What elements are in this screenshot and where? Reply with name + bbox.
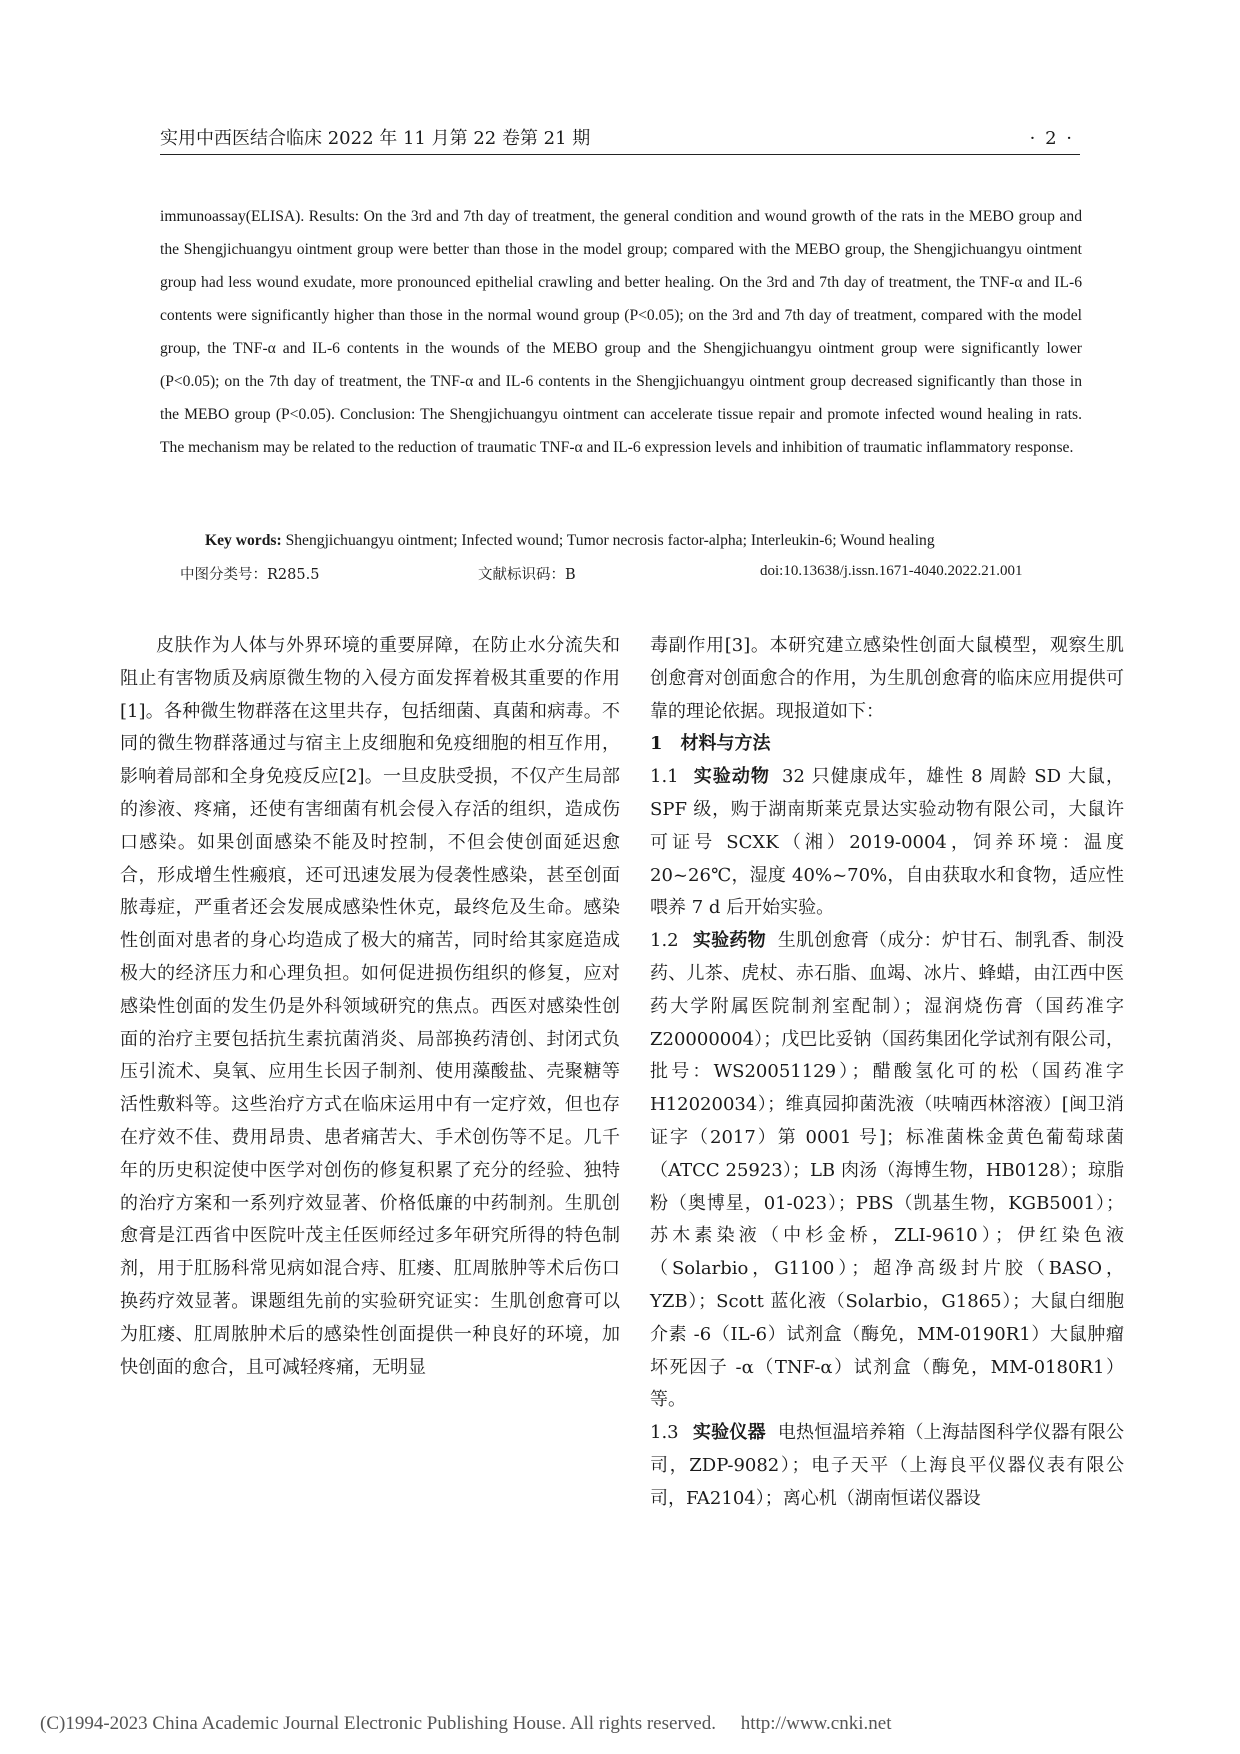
subsection-text: 32 只健康成年，雄性 8 周龄 SD 大鼠，SPF 级，购于湖南斯莱克景达实验动物有限公司，大鼠许可证号 SCXK（湘）2019-0004，饲养环境：温度 20~26℃，湿度 40%~70%，自由获取水和食物，适应性喂养 7 d 后开始实验。 — [650, 766, 1124, 919]
subsection-1-2 — [650, 925, 1124, 1417]
right-column — [650, 630, 1124, 1516]
subsection-1-1 — [650, 761, 1124, 925]
keywords-text: Shengjichuangyu ointment; Infected wound; Tumor necrosis factor-alpha; Interleukin-6; Wound healing — [285, 532, 935, 549]
clc-number: 中图分类号：R285.5 — [180, 567, 320, 583]
subsection-title: 实验动物 — [692, 766, 771, 788]
abstract-text: immunoassay(ELISA). Results: On the 3rd and 7th day of treatment, the general condition and wound growth of the rats in the MEBO group and the Shengjichuangyu ointment group were better than those in the model group; compared with the MEBO group, the Shengjichuangyu ointment group had less wound exudate, more pronounced epithelial crawling and better healing. On the 3rd and 7th day of treatment, the TNF-α and IL-6 contents were significantly higher than those in the normal wound group (P<0.05); on the 3rd and 7th day of treatment, compared with the model group, the TNF-α and IL-6 contents in the wounds of the MEBO group and the Shengjichuangyu ointment group were significantly lower (P<0.05); on the 7th day of treatment, the TNF-α and IL-6 contents in the Shengjichuangyu ointment group decreased significantly than those in the MEBO group (P<0.05). Conclusion: The Shengjichuangyu ointment can accelerate tissue repair and promote infected wound healing in rats. The mechanism may be related to the reduction of traumatic TNF-α and IL-6 expression levels and inhibition of traumatic inflammatory response. — [160, 208, 1082, 456]
intro-paragraph-continued: 毒副作用[3]。本研究建立感染性创面大鼠模型，观察生肌创愈膏对创面愈合的作用，为生肌创愈膏的临床应用提供可靠的理论依据。现报道如下： — [650, 635, 1124, 722]
subsection-number: 1.1 — [650, 766, 679, 788]
keywords-label: Key words: — [205, 532, 282, 549]
journal-citation: 实用中西医结合临床 2022 年 11 月第 22 卷第 21 期 — [160, 128, 591, 149]
subsection-number: 1.2 — [650, 930, 679, 952]
subsection-number: 1.3 — [650, 1422, 679, 1444]
page-number: · 2 · — [1029, 128, 1074, 149]
intro-paragraph: 皮肤作为人体与外界环境的重要屏障，在防止水分流失和阻止有害物质及病原微生物的入侵方面发挥着极其重要的作用[1]。各种微生物群落在这里共存，包括细菌、真菌和病毒。不同的微生物群落通过与宿主上皮细胞和免疫细胞的相互作用，影响着局部和全身免疫反应[2]。一旦皮肤受损，不仅产生局部的渗液、疼痛，还使有害细菌有机会侵入存活的组织，造成伤口感染。如果创面感染不能及时控制，不但会使创面延迟愈合，形成增生性瘢痕，还可迅速发展为侵袭性感染，甚至创面脓毒症，严重者还会发展成感染性休克，最终危及生命。感染性创面对患者的身心均造成了极大的痛苦，同时给其家庭造成极大的经济压力和心理负担。如何促进损伤组织的修复，应对感染性创面的发生仍是外科领域研究的焦点。西医对感染性创面的治疗主要包括抗生素抗菌消炎、局部换药清创、封闭式负压引流术、臭氧、应用生长因子制剂、使用藻酸盐、壳聚糖等活性敷料等。这些治疗方式在临床运用中有一定疗效，但也存在疗效不佳、费用昂贵、患者痛苦大、手术创伤等不足。几千年的历史积淀使中医学对创伤的修复积累了充分的经验、独特的治疗方案和一系列疗效显著、价格低廉的中药制剂。生肌创愈膏是江西省中医院叶茂主任医师经过多年研究所得的特色制剂，用于肛肠科常见病如混合痔、肛瘘、肛周脓肿等术后伤口换药疗效显著。课题组先前的实验研究证实：生肌创愈膏可以为肛瘘、肛周脓肿术后的感染性创面提供一种良好的环境，加快创面的愈合，且可减轻疼痛，无明显 — [120, 635, 620, 1378]
classification-line — [180, 563, 1080, 587]
left-column — [120, 630, 620, 1384]
subsection-title: 实验药物 — [692, 930, 766, 952]
copyright-text: (C)1994-2023 China Academic Journal Electronic Publishing House. All rights reserved. — [40, 1713, 716, 1734]
subsection-text: 生肌创愈膏（成分：炉甘石、制乳香、制没药、儿茶、虎杖、赤石脂、血竭、冰片、蜂蜡，由江西中医药大学附属医院制剂室配制）；湿润烧伤膏（国药准字 Z20000004）；戊巴比妥钠（国药集团化学试剂有限公司，批号：WS20051129）；醋酸氢化可的松（国药准字 H12020034）；维真园抑菌洗液（呋喃西林溶液）[闽卫消证字（2017）第 0001 号]；标准菌株金黄色葡萄球菌（ATCC 25923）；LB 肉汤（海博生物，HB0128）；琼脂粉（奥博星，01-023）；PBS（凯基生物，KGB5001）；苏木素染液（中杉金桥，ZLI-9610）；伊红染色液（Solarbio，G1100）；超净高级封片胶（BASO，YZB）；Scott 蓝化液（Solarbio，G1865）；大鼠白细胞介素 -6（IL-6）试剂盒（酶免，MM-0190R1）大鼠肿瘤坏死因子 -α（TNF-α）试剂盒（酶免，MM-0180R1）等。 — [650, 930, 1125, 1411]
document-code: 文献标识码：B — [478, 567, 576, 583]
keywords-line — [205, 532, 1085, 550]
running-header — [160, 120, 1080, 155]
doi-link[interactable]: doi:10.13638/j.issn.1671-4040.2022.21.001 — [760, 563, 1023, 579]
cnki-url[interactable]: http://www.cnki.net — [740, 1713, 892, 1734]
section-heading-materials-methods: 1 材料与方法 — [650, 733, 771, 755]
subsection-text: 电热恒温培养箱（上海喆图科学仪器有限公司，ZDP-9082）；电子天平（上海良平仪器仪表有限公司，FA2104）；离心机（湖南恒诺仪器设 — [650, 1422, 1125, 1509]
copyright-footer — [40, 1713, 1240, 1735]
subsection-title: 实验仪器 — [692, 1422, 766, 1444]
english-abstract — [160, 200, 1082, 464]
subsection-1-3 — [650, 1417, 1124, 1515]
